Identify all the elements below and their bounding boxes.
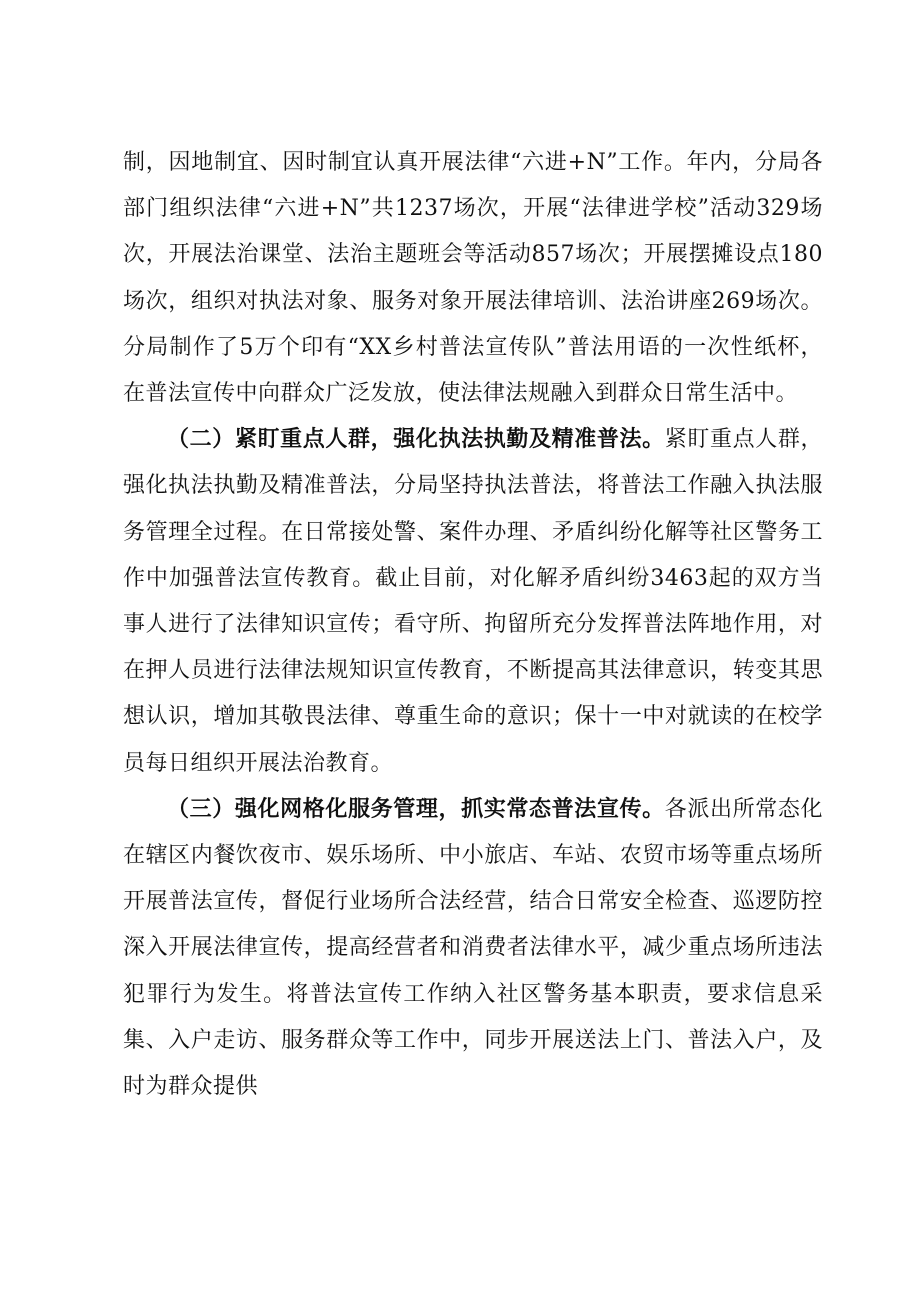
paragraph-1-text: 制，因地制宜、因时制宜认真开展法律“六进+N”工作。年内，分局各部门组织法律“六进+N”共1237场次，开展“法律进学校”活动329场次，开展法治课堂、法治主题班会等活动857场次；开展摆摊设点180场次，组织对执法对象、服务对象开展法律培训、法治讲座269场次。分局制作了5万个印有“XX乡村普法宣传队”普法用语的一次性纸杯，在普法宣传中向群众广泛发放，使法律法规融入到群众日常生活中。 [123,150,823,407]
section-heading-3: （三）强化网格化服务管理，抓实常态普法宣传。 [167,796,665,822]
paragraph-2-text: 紧盯重点人群，强化执法执勤及精准普法，分局坚持执法普法，将普法工作融入执法服务管理全过程。在日常接处警、案件办理、矛盾纠纷化解等社区警务工作中加强普法宣传教育。截止目前，对化解矛盾纠纷3463起的双方当事人进行了法律知识宣传；看守所、拘留所充分发挥普法阵地作用，对在押人员进行法律法规知识宣传教育，不断提高其法律意识，转变其思想认识，增加其敬畏法律、尊重生命的意识；保十一中对就读的在校学员每日组织开展法治教育。 [123,427,823,776]
paragraph-3-text: 各派出所常态化在辖区内餐饮夜市、娱乐场所、中小旅店、车站、农贸市场等重点场所开展普法宣传，督促行业场所合法经营，结合日常安全检查、巡逻防控深入开展法律宣传，提高经营者和消费者法律水平，减少重点场所违法犯罪行为发生。将普法宣传工作纳入社区警务基本职责，要求信息采集、入户走访、服务群众等工作中，同步开展送法上门、普法入户，及时为群众提供 [123,796,823,1100]
document-body [123,140,823,1110]
paragraph-3 [123,787,823,1110]
section-heading-2: （二）紧盯重点人群，强化执法执勤及精准普法。 [167,427,665,453]
paragraph-1 [123,140,823,417]
paragraph-2 [123,417,823,787]
